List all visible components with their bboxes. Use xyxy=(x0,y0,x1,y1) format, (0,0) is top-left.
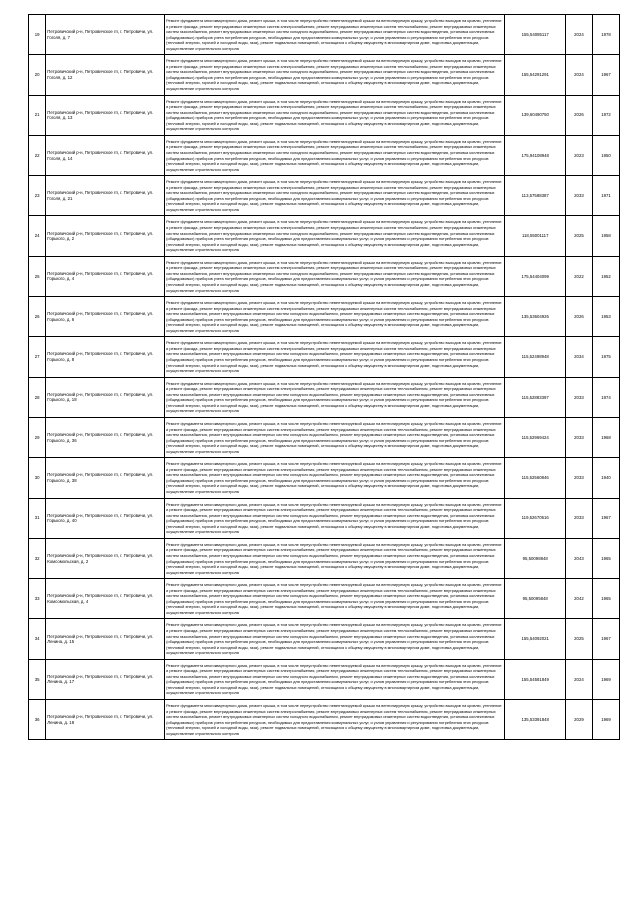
planned-year: 2026 xyxy=(565,95,592,135)
repair-works-text: Ремонт фундамента многоквартирного дома, ремонт крыши, в том числе переустройство невентилируемой крыши на вентилируемую крышу, устройство выходов на кровлю, утепление и ремонт фасада, ремонт внутридомовых инженерных систем электроснабжения, ремонт внутридомовых инженерных систем теплоснабжения, ремонт внутридомовых инженерных систем газоснабжения, ремонт внутридомовых инженерных систем холодного водоснабжения, ремонт внутридомовых инженерных систем водоотведения, установка коллективных (общедомовых) приборов учета потребления ресурсов, необходимых для предоставления коммунальных услуг, и узлов управления и регулирования потребления этих ресурсов (тепловой энергии, горячей и холодной воды, газа), ремонт подвальных помещений, относящихся к общему имуществу в многоквартирном доме, подготовка документации, осуществление строительного контроля xyxy=(166,582,502,615)
house-address: Петровичский р-н, Петровичское гп, г. Петровичи, ул. Горького, д. 36 xyxy=(46,417,165,457)
repair-works xyxy=(165,700,505,740)
repair-cost: 155,54291291 xyxy=(505,55,566,95)
table-row xyxy=(29,55,620,95)
planned-year: 2034 xyxy=(565,337,592,377)
table-row xyxy=(29,579,620,619)
build-year: 1972 xyxy=(592,95,619,135)
planned-year: 2023 xyxy=(565,135,592,175)
build-year: 1974 xyxy=(592,377,619,417)
repair-works-text: Ремонт фундамента многоквартирного дома, ремонт крыши, в том числе переустройство невентилируемой крыши на вентилируемую крышу, устройство выходов на кровлю, утепление и ремонт фасада, ремонт внутридомовых инженерных систем электроснабжения, ремонт внутридомовых инженерных систем теплоснабжения, ремонт внутридомовых инженерных систем газоснабжения, ремонт внутридомовых инженерных систем холодного водоснабжения, ремонт внутридомовых инженерных систем водоотведения, установка коллективных (общедомовых) приборов учета потребления ресурсов, необходимых для предоставления коммунальных услуг, и узлов управления и регулирования потребления этих ресурсов (тепловой энергии, горячей и холодной воды, газа), ремонт подвальных помещений, относящихся к общему имуществу в многоквартирном доме, подготовка документации, осуществление строительного контроля xyxy=(166,380,502,414)
house-address: Петровичский р-н, Петровичское гп, г. Петровичи, ул. Гоголя, д. 13 xyxy=(46,95,165,135)
row-number: 34 xyxy=(29,619,46,659)
table-row xyxy=(29,659,620,699)
repair-works-text: Ремонт фундамента многоквартирного дома, ремонт крыши, в том числе переустройство невентилируемой крыши на вентилируемую крышу, устройство выходов на кровлю, утепление и ремонт фасада, ремонт внутридомовых инженерных систем электроснабжения, ремонт внутридомовых инженерных систем теплоснабжения, ремонт внутридомовых инженерных систем газоснабжения, ремонт внутридомовых инженерных систем холодного водоснабжения, ремонт внутридомовых инженерных систем водоотведения, установка коллективных (общедомовых) приборов учета потребления ресурсов, необходимых для предоставления коммунальных услуг, и узлов управления и регулирования потребления этих ресурсов (тепловой энергии, горячей и холодной воды, газа), ремонт подвальных помещений, относящихся к общему имуществу в многоквартирном доме, подготовка документации, осуществление строительного контроля xyxy=(166,18,502,51)
table-body xyxy=(29,15,620,740)
repair-works xyxy=(165,417,505,457)
build-year: 1978 xyxy=(592,15,619,55)
repair-cost: 135,53604926 xyxy=(505,297,566,337)
build-year: 1967 xyxy=(592,498,619,538)
house-address: Петровичский р-н, Петровичское гп, г. Петровичи, ул. Горького, д. 8 xyxy=(46,337,165,377)
row-number: 21 xyxy=(29,95,46,135)
repair-cost: 115,52498948 xyxy=(505,337,566,377)
repair-works xyxy=(165,15,505,55)
planned-year: 2025 xyxy=(565,619,592,659)
row-number: 32 xyxy=(29,538,46,578)
table-row xyxy=(29,417,620,457)
table-row xyxy=(29,458,620,498)
build-year: 1968 xyxy=(592,417,619,457)
row-number: 36 xyxy=(29,700,46,740)
planned-year: 2024 xyxy=(565,15,592,55)
repair-cost: 115,52883397 xyxy=(505,377,566,417)
repair-works xyxy=(165,95,505,135)
repair-cost: 155,54581849 xyxy=(505,659,566,699)
planned-year: 2033 xyxy=(565,498,592,538)
repair-works-text: Ремонт фундамента многоквартирного дома, ремонт крыши, в том числе переустройство невентилируемой крыши на вентилируемую крышу, устройство выходов на кровлю, утепление и ремонт фасада, ремонт внутридомовых инженерных систем электроснабжения, ремонт внутридомовых инженерных систем теплоснабжения, ремонт внутридомовых инженерных систем газоснабжения, ремонт внутридомовых инженерных систем холодного водоснабжения, ремонт внутридомовых инженерных систем водоотведения, установка коллективных (общедомовых) приборов учета потребления ресурсов, необходимых для предоставления коммунальных услуг, и узлов управления и регулирования потребления этих ресурсов (тепловой энергии, горячей и холодной воды, газа), ремонт подвальных помещений, относящихся к общему имуществу в многоквартирном доме, подготовка документации, осуществление строительного контроля xyxy=(166,340,502,374)
row-number: 19 xyxy=(29,15,46,55)
row-number: 26 xyxy=(29,297,46,337)
build-year: 1975 xyxy=(592,337,619,377)
capital-repair-table xyxy=(28,14,620,740)
repair-works-text: Ремонт фундамента многоквартирного дома, ремонт крыши, в том числе переустройство невентилируемой крыши на вентилируемую крышу, устройство выходов на кровлю, утепление и ремонт фасада, ремонт внутридомовых инженерных систем электроснабжения, ремонт внутридомовых инженерных систем теплоснабжения, ремонт внутридомовых инженерных систем газоснабжения, ремонт внутридомовых инженерных систем холодного водоснабжения, ремонт внутридомовых инженерных систем водоотведения, установка коллективных (общедомовых) приборов учета потребления ресурсов, необходимых для предоставления коммунальных услуг, и узлов управления и регулирования потребления этих ресурсов (тепловой энергии, горячей и холодной воды, газа), ремонт подвальных помещений, относящихся к общему имуществу в многоквартирном доме, подготовка документации, осуществление строительного контроля xyxy=(166,179,502,212)
repair-cost: 155,54085117 xyxy=(505,15,566,55)
build-year: 1969 xyxy=(592,659,619,699)
table-row xyxy=(29,498,620,538)
row-number: 20 xyxy=(29,55,46,95)
repair-works-text: Ремонт фундамента многоквартирного дома, ремонт крыши, в том числе переустройство невентилируемой крыши на вентилируемую крышу, устройство выходов на кровлю, утепление и ремонт фасада, ремонт внутридомовых инженерных систем электроснабжения, ремонт внутридомовых инженерных систем теплоснабжения, ремонт внутридомовых инженерных систем газоснабжения, ремонт внутридомовых инженерных систем холодного водоснабжения, ремонт внутридомовых инженерных систем водоотведения, установка коллективных (общедомовых) приборов учета потребления ресурсов, необходимых для предоставления коммунальных услуг, и узлов управления и регулирования потребления этих ресурсов (тепловой энергии, горячей и холодной воды, газа), ремонт подвальных помещений, относящихся к общему имуществу в многоквартирном доме, подготовка документации, осуществление строительного контроля xyxy=(166,259,502,293)
house-address: Петровичский р-н, Петровичское гп, г. Петровичи, ул. Горького, д. 38 xyxy=(46,458,165,498)
build-year: 1967 xyxy=(592,619,619,659)
row-number: 33 xyxy=(29,579,46,619)
house-address: Петровичский р-н, Петровичское гп, г. Петровичи, ул. Гоголя, д. 12 xyxy=(46,55,165,95)
planned-year: 2033 xyxy=(565,458,592,498)
table-row xyxy=(29,538,620,578)
repair-works-text: Ремонт фундамента многоквартирного дома, ремонт крыши, в том числе переустройство невентилируемой крыши на вентилируемую крышу, устройство выходов на кровлю, утепление и ремонт фасада, ремонт внутридомовых инженерных систем электроснабжения, ремонт внутридомовых инженерных систем теплоснабжения, ремонт внутридомовых инженерных систем газоснабжения, ремонт внутридомовых инженерных систем холодного водоснабжения, ремонт внутридомовых инженерных систем водоотведения, установка коллективных (общедомовых) приборов учета потребления ресурсов, необходимых для предоставления коммунальных услуг, и узлов управления и регулирования потребления этих ресурсов (тепловой энергии, горячей и холодной воды, газа), ремонт подвальных помещений, относящихся к общему имуществу в многоквартирном доме, подготовка документации, осуществление строительного контроля xyxy=(166,541,502,575)
repair-works xyxy=(165,458,505,498)
repair-cost: 175,54404099 xyxy=(505,256,566,296)
table-row xyxy=(29,337,620,377)
repair-works xyxy=(165,377,505,417)
house-address: Петровичский р-н, Петровичское гп, г. Петровичи, ул. Горького, д. 18 xyxy=(46,377,165,417)
repair-works-text: Ремонт фундамента многоквартирного дома, ремонт крыши, в том числе переустройство невентилируемой крыши на вентилируемую крышу, устройство выходов на кровлю, утепление и ремонт фасада, ремонт внутридомовых инженерных систем электроснабжения, ремонт внутридомовых инженерных систем теплоснабжения, ремонт внутридомовых инженерных систем газоснабжения, ремонт внутридомовых инженерных систем холодного водоснабжения, ремонт внутридомовых инженерных систем водоотведения, установка коллективных (общедомовых) приборов учета потребления ресурсов, необходимых для предоставления коммунальных услуг, и узлов управления и регулирования потребления этих ресурсов (тепловой энергии, горячей и холодной воды, газа), ремонт подвальных помещений, относящихся к общему имуществу в многоквартирном доме, подготовка документации, осуществление строительного контроля xyxy=(166,703,502,736)
planned-year: 2033 xyxy=(565,377,592,417)
repair-cost: 115,52969424 xyxy=(505,417,566,457)
table-row xyxy=(29,256,620,296)
repair-works xyxy=(165,55,505,95)
planned-year: 2024 xyxy=(565,55,592,95)
planned-year: 2043 xyxy=(565,538,592,578)
house-address: Петровичский р-н, Петровичское гп, г. Петровичи, ул. Ленина, д. 18 xyxy=(46,700,165,740)
build-year: 1940 xyxy=(592,458,619,498)
repair-cost: 175,94108948 xyxy=(505,135,566,175)
repair-cost: 115,52560846 xyxy=(505,458,566,498)
table-row xyxy=(29,176,620,216)
house-address: Петровичский р-н, Петровичское гп, г. Петровичи, ул. Горького, д. 4 xyxy=(46,256,165,296)
repair-cost: 118,55001117 xyxy=(505,216,566,256)
row-number: 30 xyxy=(29,458,46,498)
house-address: Петровичский р-н, Петровичское гп, г. Петровичи, ул. Горького, д. 6 xyxy=(46,297,165,337)
house-address: Петровичский р-н, Петровичское гп, г. Петровичи, ул. Комсомольская, д. 2 xyxy=(46,538,165,578)
repair-works xyxy=(165,498,505,538)
repair-works-text: Ремонт фундамента многоквартирного дома, ремонт крыши, в том числе переустройство невентилируемой крыши на вентилируемую крышу, устройство выходов на кровлю, утепление и ремонт фасада, ремонт внутридомовых инженерных систем электроснабжения, ремонт внутридомовых инженерных систем теплоснабжения, ремонт внутридомовых инженерных систем газоснабжения, ремонт внутридомовых инженерных систем холодного водоснабжения, ремонт внутридомовых инженерных систем водоотведения, установка коллективных (общедомовых) приборов учета потребления ресурсов, необходимых для предоставления коммунальных услуг, и узлов управления и регулирования потребления этих ресурсов (тепловой энергии, горячей и холодной воды, газа), ремонт подвальных помещений, относящихся к общему имуществу в многоквартирном доме, подготовка документации, осуществление строительного контроля xyxy=(166,622,502,656)
repair-cost: 113,57588387 xyxy=(505,176,566,216)
planned-year: 2042 xyxy=(565,579,592,619)
build-year: 1969 xyxy=(592,700,619,740)
row-number: 35 xyxy=(29,659,46,699)
build-year: 1967 xyxy=(592,55,619,95)
repair-works xyxy=(165,659,505,699)
planned-year: 2026 xyxy=(565,297,592,337)
table-row xyxy=(29,619,620,659)
row-number: 27 xyxy=(29,337,46,377)
repair-works xyxy=(165,538,505,578)
house-address: Петровичский р-н, Петровичское гп, г. Петровичи, ул. Гоголя, д. 21 xyxy=(46,176,165,216)
repair-cost: 155,54092021 xyxy=(505,619,566,659)
house-address: Петровичский р-н, Петровичское гп, г. Петровичи, ул. Ленина, д. 15 xyxy=(46,619,165,659)
repair-works-text: Ремонт фундамента многоквартирного дома, ремонт крыши, в том числе переустройство невентилируемой крыши на вентилируемую крышу, устройство выходов на кровлю, утепление и ремонт фасада, ремонт внутридомовых инженерных систем электроснабжения, ремонт внутридомовых инженерных систем теплоснабжения, ремонт внутридомовых инженерных систем газоснабжения, ремонт внутридомовых инженерных систем холодного водоснабжения, ремонт внутридомовых инженерных систем водоотведения, установка коллективных (общедомовых) приборов учета потребления ресурсов, необходимых для предоставления коммунальных услуг, и узлов управления и регулирования потребления этих ресурсов (тепловой энергии, горячей и холодной воды, газа), ремонт подвальных помещений, относящихся к общему имуществу в многоквартирном доме, подготовка документации, осуществление строительного контроля xyxy=(166,461,502,494)
planned-year: 2033 xyxy=(565,417,592,457)
table-row xyxy=(29,95,620,135)
house-address: Петровичский р-н, Петровичское гп, г. Петровичи, ул. Гоголя, д. 7 xyxy=(46,15,165,55)
repair-works-text: Ремонт фундамента многоквартирного дома, ремонт крыши, в том числе переустройство невентилируемой крыши на вентилируемую крышу, устройство выходов на кровлю, утепление и ремонт фасада, ремонт внутридомовых инженерных систем электроснабжения, ремонт внутридомовых инженерных систем теплоснабжения, ремонт внутридомовых инженерных систем газоснабжения, ремонт внутридомовых инженерных систем холодного водоснабжения, ремонт внутридомовых инженерных систем водоотведения, установка коллективных (общедомовых) приборов учета потребления ресурсов, необходимых для предоставления коммунальных услуг, и узлов управления и регулирования потребления этих ресурсов (тепловой энергии, горячей и холодной воды, газа), ремонт подвальных помещений, относящихся к общему имуществу в многоквартирном доме, подготовка документации, осуществление строительного контроля xyxy=(166,98,502,132)
repair-cost: 119,52670516 xyxy=(505,498,566,538)
house-address: Петровичский р-н, Петровичское гп, г. Петровичи, ул. Комсомольская, д. 4 xyxy=(46,579,165,619)
repair-cost: 135,53391848 xyxy=(505,700,566,740)
row-number: 31 xyxy=(29,498,46,538)
table-row xyxy=(29,135,620,175)
planned-year: 2024 xyxy=(565,659,592,699)
build-year: 1958 xyxy=(592,216,619,256)
repair-works xyxy=(165,297,505,337)
repair-works-text: Ремонт фундамента многоквартирного дома, ремонт крыши, в том числе переустройство невентилируемой крыши на вентилируемую крышу, устройство выходов на кровлю, утепление и ремонт фасада, ремонт внутридомовых инженерных систем электроснабжения, ремонт внутридомовых инженерных систем теплоснабжения, ремонт внутридомовых инженерных систем газоснабжения, ремонт внутридомовых инженерных систем холодного водоснабжения, ремонт внутридомовых инженерных систем водоотведения, установка коллективных (общедомовых) приборов учета потребления ресурсов, необходимых для предоставления коммунальных услуг, и узлов управления и регулирования потребления этих ресурсов (тепловой энергии, горячей и холодной воды, газа), ремонт подвальных помещений, относящихся к общему имуществу в многоквартирном доме, подготовка документации, осуществление строительного контроля xyxy=(166,300,502,333)
repair-works xyxy=(165,619,505,659)
repair-cost: 95,50098848 xyxy=(505,538,566,578)
repair-works xyxy=(165,579,505,619)
repair-works xyxy=(165,176,505,216)
repair-works xyxy=(165,216,505,256)
table-row xyxy=(29,15,620,55)
row-number: 23 xyxy=(29,176,46,216)
row-number: 28 xyxy=(29,377,46,417)
repair-cost: 139,60490750 xyxy=(505,95,566,135)
repair-cost: 95,50095848 xyxy=(505,579,566,619)
row-number: 25 xyxy=(29,256,46,296)
table-row xyxy=(29,377,620,417)
repair-works xyxy=(165,135,505,175)
table-row xyxy=(29,700,620,740)
repair-works-text: Ремонт фундамента многоквартирного дома, ремонт крыши, в том числе переустройство невентилируемой крыши на вентилируемую крышу, устройство выходов на кровлю, утепление и ремонт фасада, ремонт внутридомовых инженерных систем электроснабжения, ремонт внутридомовых инженерных систем теплоснабжения, ремонт внутридомовых инженерных систем газоснабжения, ремонт внутридомовых инженерных систем холодного водоснабжения, ремонт внутридомовых инженерных систем водоотведения, установка коллективных (общедомовых) приборов учета потребления ресурсов, необходимых для предоставления коммунальных услуг, и узлов управления и регулирования потребления этих ресурсов (тепловой энергии, горячей и холодной воды, газа), ремонт подвальных помещений, относящихся к общему имуществу в многоквартирном доме, подготовка документации, осуществление строительного контроля xyxy=(166,219,502,253)
row-number: 22 xyxy=(29,135,46,175)
repair-works xyxy=(165,256,505,296)
row-number: 24 xyxy=(29,216,46,256)
repair-works-text: Ремонт фундамента многоквартирного дома, ремонт крыши, в том числе переустройство невентилируемой крыши на вентилируемую крышу, устройство выходов на кровлю, утепление и ремонт фасада, ремонт внутридомовых инженерных систем электроснабжения, ремонт внутридомовых инженерных систем теплоснабжения, ремонт внутридомовых инженерных систем газоснабжения, ремонт внутридомовых инженерных систем холодного водоснабжения, ремонт внутридомовых инженерных систем водоотведения, установка коллективных (общедомовых) приборов учета потребления ресурсов, необходимых для предоставления коммунальных услуг, и узлов управления и регулирования потребления этих ресурсов (тепловой энергии, горячей и холодной воды, газа), ремонт подвальных помещений, относящихся к общему имуществу в многоквартирном доме, подготовка документации, осуществление строительного контроля xyxy=(166,58,502,92)
house-address: Петровичский р-н, Петровичское гп, г. Петровичи, ул. Ленина, д. 17 xyxy=(46,659,165,699)
table-row xyxy=(29,297,620,337)
build-year: 1950 xyxy=(592,135,619,175)
house-address: Петровичский р-н, Петровичское гп, г. Петровичи, ул. Горького, д. 40 xyxy=(46,498,165,538)
repair-works-text: Ремонт фундамента многоквартирного дома, ремонт крыши, в том числе переустройство невентилируемой крыши на вентилируемую крышу, устройство выходов на кровлю, утепление и ремонт фасада, ремонт внутридомовых инженерных систем электроснабжения, ремонт внутридомовых инженерных систем теплоснабжения, ремонт внутридомовых инженерных систем газоснабжения, ремонт внутридомовых инженерных систем холодного водоснабжения, ремонт внутридомовых инженерных систем водоотведения, установка коллективных (общедомовых) приборов учета потребления ресурсов, необходимых для предоставления коммунальных услуг, и узлов управления и регулирования потребления этих ресурсов (тепловой энергии, горячей и холодной воды, газа), ремонт подвальных помещений, относящихся к общему имуществу в многоквартирном доме, подготовка документации, осуществление строительного контроля xyxy=(166,138,502,172)
planned-year: 2029 xyxy=(565,700,592,740)
build-year: 1965 xyxy=(592,579,619,619)
repair-works xyxy=(165,337,505,377)
build-year: 1965 xyxy=(592,538,619,578)
row-number: 29 xyxy=(29,417,46,457)
build-year: 1953 xyxy=(592,297,619,337)
house-address: Петровичский р-н, Петровичское гп, г. Петровичи, ул. Горького, д. 2 xyxy=(46,216,165,256)
repair-works-text: Ремонт фундамента многоквартирного дома, ремонт крыши, в том числе переустройство невентилируемой крыши на вентилируемую крышу, устройство выходов на кровлю, утепление и ремонт фасада, ремонт внутридомовых инженерных систем электроснабжения, ремонт внутридомовых инженерных систем теплоснабжения, ремонт внутридомовых инженерных систем газоснабжения, ремонт внутридомовых инженерных систем холодного водоснабжения, ремонт внутридомовых инженерных систем водоотведения, установка коллективных (общедомовых) приборов учета потребления ресурсов, необходимых для предоставления коммунальных услуг, и узлов управления и регулирования потребления этих ресурсов (тепловой энергии, горячей и холодной воды, газа), ремонт подвальных помещений, относящихся к общему имуществу в многоквартирном доме, подготовка документации, осуществление строительного контроля xyxy=(166,420,502,454)
planned-year: 2033 xyxy=(565,176,592,216)
planned-year: 2022 xyxy=(565,256,592,296)
house-address: Петровичский р-н, Петровичское гп, г. Петровичи, ул. Гоголя, д. 14 xyxy=(46,135,165,175)
repair-works-text: Ремонт фундамента многоквартирного дома, ремонт крыши, в том числе переустройство невентилируемой крыши на вентилируемую крышу, устройство выходов на кровлю, утепление и ремонт фасада, ремонт внутридомовых инженерных систем электроснабжения, ремонт внутридомовых инженерных систем теплоснабжения, ремонт внутридомовых инженерных систем газоснабжения, ремонт внутридомовых инженерных систем холодного водоснабжения, ремонт внутридомовых инженерных систем водоотведения, установка коллективных (общедомовых) приборов учета потребления ресурсов, необходимых для предоставления коммунальных услуг, и узлов управления и регулирования потребления этих ресурсов (тепловой энергии, горячей и холодной воды, газа), ремонт подвальных помещений, относящихся к общему имуществу в многоквартирном доме, подготовка документации, осуществление строительного контроля xyxy=(166,501,502,535)
table-row xyxy=(29,216,620,256)
build-year: 1952 xyxy=(592,256,619,296)
build-year: 1971 xyxy=(592,176,619,216)
repair-works-text: Ремонт фундамента многоквартирного дома, ремонт крыши, в том числе переустройство невентилируемой крыши на вентилируемую крышу, устройство выходов на кровлю, утепление и ремонт фасада, ремонт внутридомовых инженерных систем электроснабжения, ремонт внутридомовых инженерных систем теплоснабжения, ремонт внутридомовых инженерных систем газоснабжения, ремонт внутридомовых инженерных систем холодного водоснабжения, ремонт внутридомовых инженерных систем водоотведения, установка коллективных (общедомовых) приборов учета потребления ресурсов, необходимых для предоставления коммунальных услуг, и узлов управления и регулирования потребления этих ресурсов (тепловой энергии, горячей и холодной воды, газа), ремонт подвальных помещений, относящихся к общему имуществу в многоквартирном доме, подготовка документации, осуществление строительного контроля xyxy=(166,662,502,696)
planned-year: 2025 xyxy=(565,216,592,256)
